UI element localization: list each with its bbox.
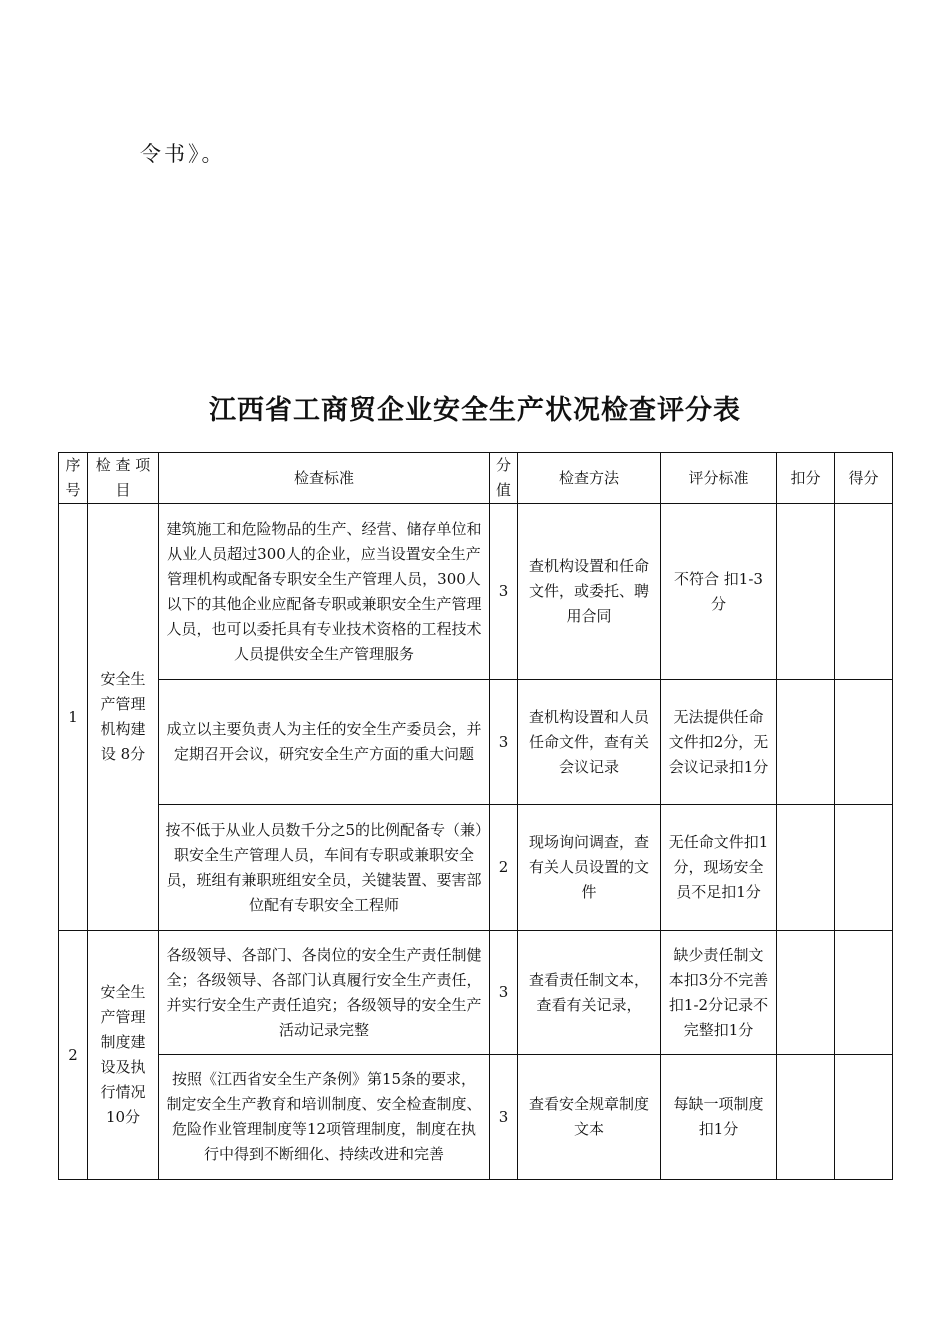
header-no: 序号 <box>59 453 88 504</box>
header-item: 检 查 项 目 <box>88 453 159 504</box>
standard-cell: 按不低于从业人员数千分之5的比例配备专（兼）职安全生产管理人员，车间有专职或兼职安全员，班组有兼职班组安全员，关键装置、要害部位配有专职安全工程师 <box>159 805 490 931</box>
header-score: 分值 <box>490 453 518 504</box>
continued-text-fragment: 令书》。 <box>140 142 226 166</box>
standard-cell: 建筑施工和危险物品的生产、经营、储存单位和从业人员超过300人的企业，应当设置安全生产管理机构或配备专职安全生产管理人员，300人以下的其他企业应配备专职或兼职安全生产管理人员，也可以委托具有专业技术资格的工程技术人员提供安全生产管理服务 <box>159 504 490 680</box>
header-standard: 检查标准 <box>159 453 490 504</box>
get-cell <box>835 680 893 805</box>
header-deduct: 扣分 <box>777 453 835 504</box>
table-row <box>59 805 893 931</box>
criteria-cell: 缺少责任制文本扣3分不完善扣1-2分记录不完整扣1分 <box>661 931 777 1055</box>
header-get: 得分 <box>835 453 893 504</box>
score-value-cell: 3 <box>490 680 518 805</box>
section-number: 2 <box>59 931 88 1180</box>
deduct-cell <box>777 1055 835 1180</box>
criteria-cell: 无任命文件扣1分，现场安全员不足扣1分 <box>661 805 777 931</box>
document-title: 江西省工商贸企业安全生产状况检查评分表 <box>209 395 741 426</box>
method-cell: 现场询问调查，查有关人员设置的文件 <box>518 805 661 931</box>
method-cell: 查看责任制文本，查看有关记录， <box>518 931 661 1055</box>
criteria-cell: 每缺一项制度扣1分 <box>661 1055 777 1180</box>
score-value-cell: 3 <box>490 931 518 1055</box>
get-cell <box>835 931 893 1055</box>
standard-cell: 各级领导、各部门、各岗位的安全生产责任制健全；各级领导、各部门认真履行安全生产责任，并实行安全生产责任追究；各级领导的安全生产活动记录完整 <box>159 931 490 1055</box>
deduct-cell <box>777 805 835 931</box>
method-cell: 查看安全规章制度文本 <box>518 1055 661 1180</box>
header-criteria: 评分标准 <box>661 453 777 504</box>
deduct-cell <box>777 504 835 680</box>
method-cell: 查机构设置和人员任命文件，查有关会议记录 <box>518 680 661 805</box>
section-number: 1 <box>59 504 88 931</box>
score-value-cell: 3 <box>490 1055 518 1180</box>
criteria-cell: 无法提供任命文件扣2分，无会议记录扣1分 <box>661 680 777 805</box>
table-row <box>59 504 893 680</box>
criteria-cell: 不符合 扣1-3分 <box>661 504 777 680</box>
standard-cell: 按照《江西省安全生产条例》第15条的要求，制定安全生产教育和培训制度、安全检查制度、危险作业管理制度等12项管理制度，制度在执行中得到不断细化、持续改进和完善 <box>159 1055 490 1180</box>
score-value-cell: 2 <box>490 805 518 931</box>
get-cell <box>835 1055 893 1180</box>
table-row <box>59 1055 893 1180</box>
score-value-cell: 3 <box>490 504 518 680</box>
get-cell <box>835 805 893 931</box>
table-header-row <box>59 453 893 504</box>
score-table <box>58 452 893 1180</box>
deduct-cell <box>777 680 835 805</box>
get-cell <box>835 504 893 680</box>
standard-cell: 成立以主要负责人为主任的安全生产委员会，并定期召开会议，研究安全生产方面的重大问题 <box>159 680 490 805</box>
table-row <box>59 931 893 1055</box>
section-item: 安全生产管理机构建设 8分 <box>88 504 159 931</box>
method-cell: 查机构设置和任命文件，或委托、聘用合同 <box>518 504 661 680</box>
section-item: 安全生产管理制度建设及执行情况 10分 <box>88 931 159 1180</box>
header-method: 检查方法 <box>518 453 661 504</box>
deduct-cell <box>777 931 835 1055</box>
table-row <box>59 680 893 805</box>
